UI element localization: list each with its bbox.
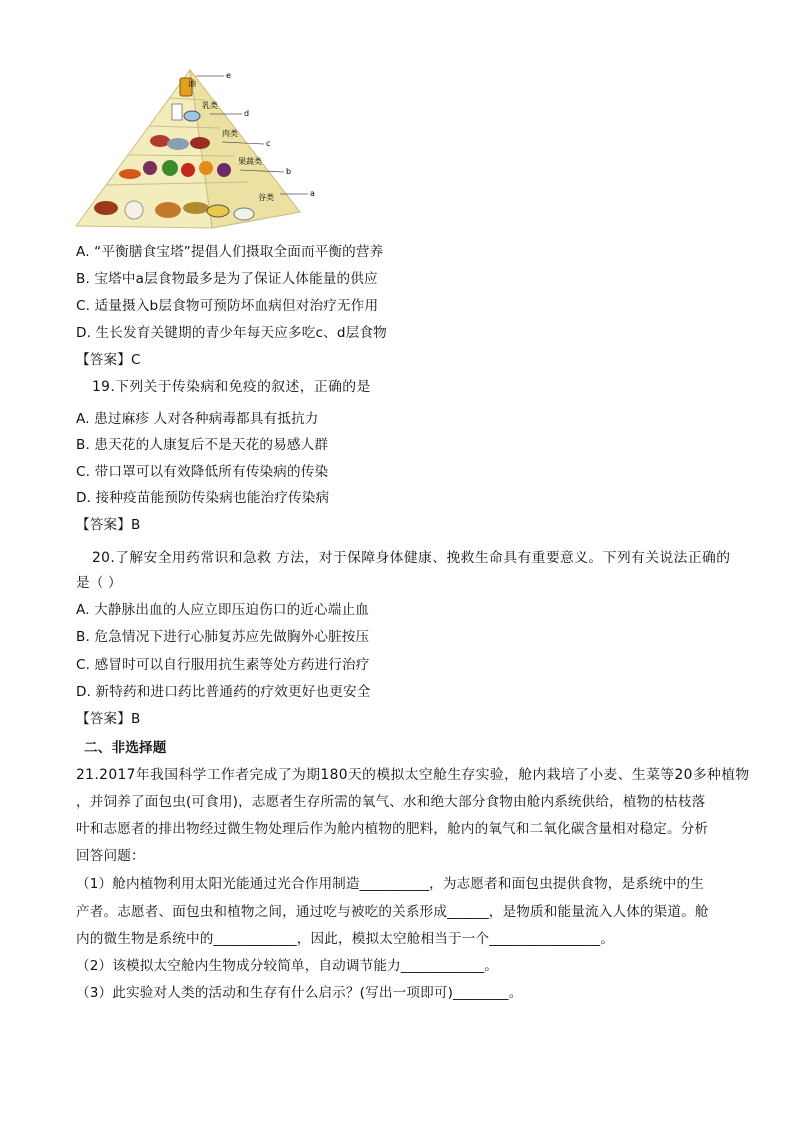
q18-option-b: B. 宝塔中a层食物最多是为了保证人体能量的供应: [76, 271, 378, 287]
q19-option-a: A. 患过麻疹 人对各种病毒都具有抵抗力: [76, 411, 319, 427]
q19-answer: 【答案】B: [76, 517, 141, 533]
food-pyramid-figure: [72, 64, 332, 234]
q21-stem-line1: 21.2017年我国科学工作者完成了为期180天的模拟太空舱生存实验，舱内栽培了小麦、生菜等20多种植物: [76, 767, 750, 783]
q19-option-d: D. 接种疫苗能预防传染病也能治疗传染病: [76, 490, 330, 506]
section-heading: 二、非选择题: [84, 740, 167, 756]
q18-option-a: A. “平衡膳食宝塔”提倡人们摄取全面而平衡的营养: [76, 244, 384, 260]
q18-option-c: C. 适量摄入b层食物可预防坏血病但对治疗无作用: [76, 298, 379, 314]
label-d-dairy: 乳类: [202, 101, 218, 110]
q20-option-c: C. 感冒时可以自行服用抗生素等处方药进行治疗: [76, 657, 370, 673]
q20-stem-line2: 是（ ）: [76, 575, 122, 591]
q21-stem-line2: ，并饲养了面包虫(可食用)，志愿者生存所需的氧气、水和绝大部分食物由舱内系统供给，植物的枯枝落: [76, 794, 706, 810]
q18-option-d: D. 生长发育关键期的青少年每天应多吃c、d层食物: [76, 325, 387, 341]
q21-sub2: （2）该模拟太空舱内生物成分较简单，自动调节能力____________。: [76, 958, 499, 974]
level-letter-a: a: [310, 189, 315, 198]
label-b-fruit-veg: 果蔬类: [238, 157, 262, 166]
level-letter-b: b: [286, 167, 292, 176]
q20-answer: 【答案】B: [76, 711, 141, 727]
level-letter-e: e: [226, 71, 231, 80]
q19-option-c: C. 带口罩可以有效降低所有传染病的传染: [76, 464, 329, 480]
q20-option-d: D. 新特药和进口药比普通药的疗效更好也更安全: [76, 684, 371, 700]
q19-option-b: B. 患天花的人康复后不是天花的易感人群: [76, 437, 329, 453]
level-letter-c: c: [266, 139, 271, 148]
label-c-meat: 肉类: [222, 129, 238, 138]
q20-stem-line1: 20.了解安全用药常识和急救 方法，对于保障身体健康、挽救生命具有重要意义。下列有关说法正确的: [92, 550, 731, 566]
q20-option-a: A. 大静脉出血的人应立即压迫伤口的近心端止血: [76, 602, 370, 618]
label-e-oil: 油: [188, 79, 196, 88]
q18-answer: 【答案】C: [76, 352, 141, 368]
q21-sub1-line1: （1）舱内植物利用太阳光能通过光合作用制造__________，为志愿者和面包虫提供食物，是系统中的生: [76, 876, 705, 892]
q21-sub1-line2: 产者。志愿者、面包虫和植物之间，通过吃与被吃的关系形成______，是物质和能量流入人体的渠道。舱: [76, 904, 709, 920]
label-a-grain: 谷类: [258, 193, 274, 202]
q21-sub3: （3）此实验对人类的活动和生存有什么启示？(写出一项即可)________。: [76, 985, 523, 1001]
q20-option-b: B. 危急情况下进行心肺复苏应先做胸外心脏按压: [76, 629, 370, 645]
q19-stem: 19.下列关于传染病和免疫的叙述，正确的是: [92, 379, 371, 395]
level-letter-d: d: [244, 109, 250, 118]
q21-sub1-line3: 内的微生物是系统中的____________，因此，模拟太空舱相当于一个________________。: [76, 931, 615, 947]
q21-stem-line4: 回答问题：: [76, 848, 145, 864]
q21-stem-line3: 叶和志愿者的排出物经过微生物处理后作为舱内植物的肥料，舱内的氧气和二氧化碳含量相对稳定。分析: [76, 821, 709, 837]
